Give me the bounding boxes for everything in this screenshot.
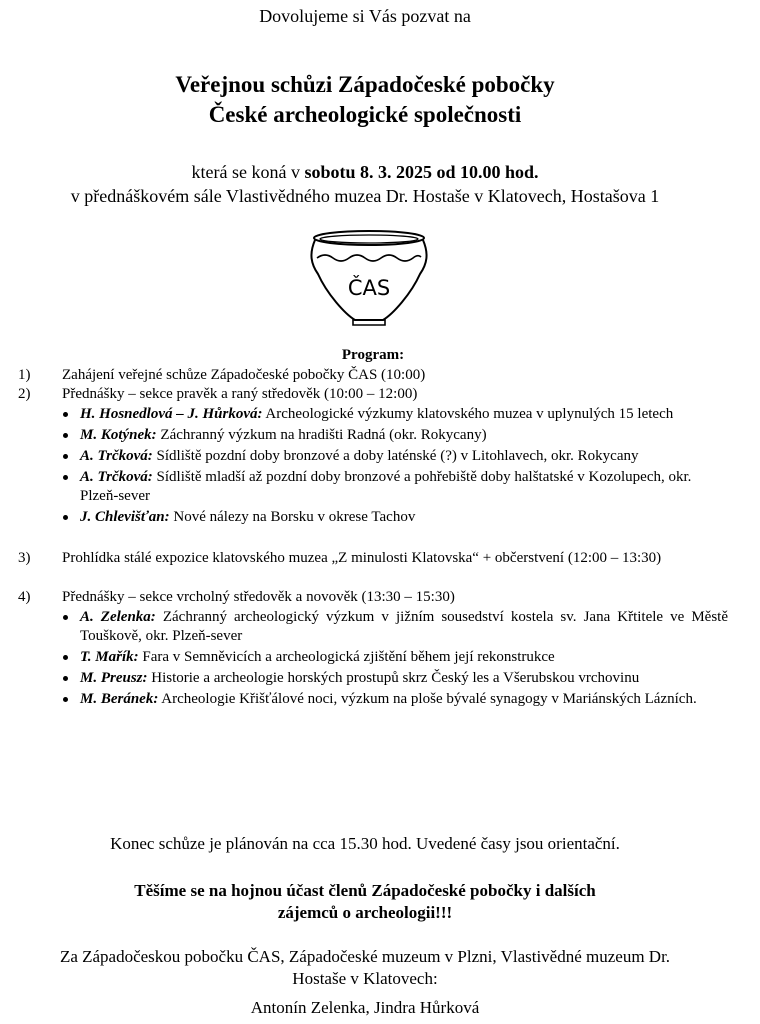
item-text: Přednášky – sekce vrcholný středověk a novověk (13:30 – 15:30)	[62, 589, 455, 605]
spacer	[18, 568, 728, 588]
talk-speaker: M. Preusz:	[80, 670, 148, 686]
talk-title: Fara v Semněvicích a archeologická zjištění během její rekonstrukce	[138, 649, 555, 665]
program-item-1	[18, 366, 728, 385]
item-number: 1)	[18, 367, 31, 383]
date-prefix: která se koná v	[191, 162, 305, 182]
event-title	[0, 70, 730, 130]
talk-speaker: A. Trčková:	[80, 469, 153, 485]
talk-title: Sídliště pozdní doby bronzové a doby laténské (?) v Litohlavech, okr. Rokycany	[152, 448, 639, 464]
logo-text: ČAS	[347, 276, 391, 300]
end-note: Konec schůze je plánován na cca 15.30 hod. Uvedené časy jsou orientační.	[110, 834, 620, 853]
closing-line1: Těšíme se na hojnou účast členů Západočeské pobočky i dalších	[134, 881, 596, 900]
talk-speaker: A. Trčková:	[80, 448, 153, 464]
talk-item	[80, 648, 728, 667]
closing-line2: zájemců o archeologii!!!	[277, 903, 453, 922]
talk-item	[80, 669, 728, 688]
talk-list-2	[18, 608, 728, 709]
invite-line: Dovolujeme si Vás pozvat na	[259, 6, 471, 26]
signature-line2: Hostaše v Klatovech:	[292, 969, 438, 988]
talk-speaker: J. Chlevišťan:	[80, 509, 170, 525]
item-number: 4)	[18, 589, 31, 605]
talk-title: Archeologické výzkumy klatovského muzea v uplynulých 15 letech	[262, 406, 674, 422]
event-details	[0, 160, 730, 208]
signature-block	[0, 946, 730, 990]
item-number: 2)	[18, 386, 31, 402]
talk-item	[80, 468, 728, 506]
program-item-4	[18, 588, 728, 607]
talk-item	[80, 405, 728, 424]
organizer-names: Antonín Zelenka, Jindra Hůrková	[250, 998, 480, 1017]
item-text: Přednášky – sekce pravěk a raný středověk (10:00 – 12:00)	[62, 386, 418, 402]
talk-item	[80, 426, 728, 445]
talk-list-1	[18, 405, 728, 527]
talk-speaker: M. Beránek:	[80, 691, 159, 707]
item-text: Prohlídka stálé expozice klatovského muzea „Z minulosti Klatovska“ + občerstvení (12:00 – 13:30)	[62, 550, 662, 566]
item-number: 3)	[18, 550, 31, 566]
event-title-line2: České archeologické společnosti	[208, 102, 522, 127]
spacer	[18, 529, 728, 549]
talk-speaker: T. Mařík:	[80, 649, 139, 665]
talk-speaker: H. Hosnedlová – J. Hůrková:	[80, 406, 263, 422]
talk-title: Nové nálezy na Borsku v okrese Tachov	[169, 509, 416, 525]
event-date-line	[0, 160, 730, 184]
talk-item	[80, 608, 728, 646]
talk-title: Historie a archeologie horských prostupů skrz Český les a Všerubskou vrchovinu	[147, 670, 640, 686]
item-text: Zahájení veřejné schůze Západočeské pobočky ČAS (10:00)	[62, 367, 426, 383]
event-date: sobotu 8. 3. 2025 od 10.00 hod.	[304, 162, 539, 182]
talk-title: Archeologie Křišťálové noci, výzkum na ploše bývalé synagogy v Mariánských Lázních.	[158, 691, 697, 707]
signature-line1: Za Západočeskou pobočku ČAS, Západočeské muzeum v Plzni, Vlastivědné muzeum Dr.	[59, 947, 671, 966]
talk-item	[80, 508, 728, 527]
cas-pot-logo	[305, 228, 433, 328]
event-venue: v přednáškovém sále Vlastivědného muzea Dr. Hostaše v Klatovech, Hostašova 1	[70, 186, 660, 206]
talk-item	[80, 447, 728, 466]
talk-title: Záchranný výzkum na hradišti Radná (okr. Rokycany)	[156, 427, 487, 443]
talk-item	[80, 690, 728, 709]
talk-speaker: A. Zelenka:	[80, 609, 156, 625]
program-heading: Program:	[341, 347, 405, 363]
program-item-3	[18, 549, 728, 568]
closing-message	[0, 880, 730, 924]
program-item-2	[18, 385, 728, 404]
talk-speaker: M. Kotýnek:	[80, 427, 157, 443]
program-section	[18, 346, 728, 711]
talk-title: Záchranný archeologický výzkum v jižním sousedství kostela sv. Jana Křtitele ve Městě Touškově, okr. Plzeň-sever	[80, 609, 728, 644]
talk-title: Sídliště mladší až pozdní doby bronzové a pohřebiště doby halštatské v Kozolupech, okr. Plzeň-sever	[80, 469, 692, 504]
event-title-line1: Veřejnou schůzi Západočeské pobočky	[175, 72, 555, 97]
